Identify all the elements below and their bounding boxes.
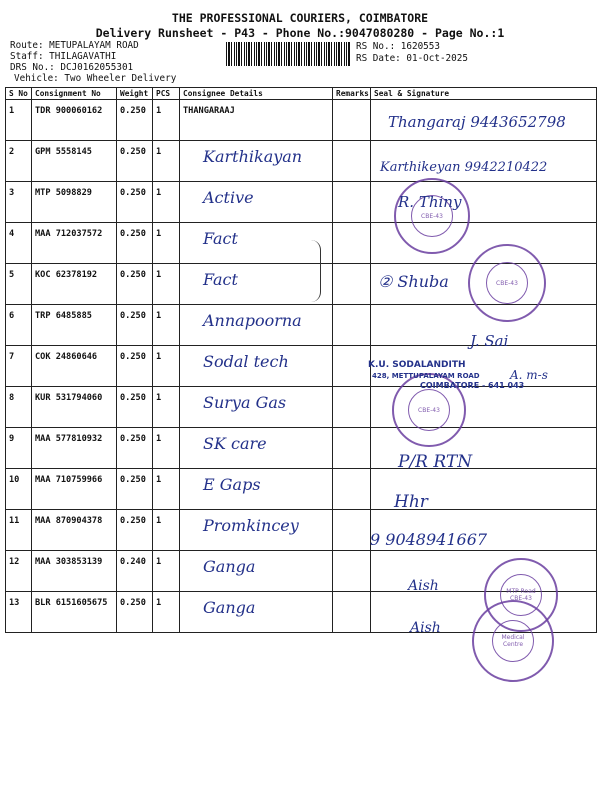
consignment-cell: MAA 712037572: [32, 223, 117, 264]
consignment-cell: BLR 6151605675: [32, 592, 117, 633]
pcs-cell: 1: [153, 551, 180, 592]
consignment-cell: MAA 577810932: [32, 428, 117, 469]
weight-cell: 0.250: [117, 264, 153, 305]
handwritten-signature: Karthikeyan 9942210422: [380, 160, 548, 175]
remarks-cell: [333, 182, 371, 223]
remarks-cell: [333, 387, 371, 428]
consignment-cell: MAA 710759966: [32, 469, 117, 510]
pcs-cell: 1: [153, 428, 180, 469]
column-header: Remarks: [333, 88, 371, 100]
sno-cell: 8: [6, 387, 32, 428]
sno-cell: 11: [6, 510, 32, 551]
handwritten-signature: P/R RTN: [398, 452, 473, 472]
table-row: [6, 428, 597, 469]
consignee-name: Fact: [203, 229, 238, 248]
consignment-cell: TRP 6485885: [32, 305, 117, 346]
consignee-cell: [180, 141, 333, 182]
row-brace: [310, 240, 321, 302]
sno-cell: 5: [6, 264, 32, 305]
weight-cell: 0.250: [117, 182, 153, 223]
signature-cell: [371, 551, 597, 592]
table-row: [6, 510, 597, 551]
pcs-cell: 1: [153, 100, 180, 141]
consignee-cell: [180, 510, 333, 551]
stamp-seal: MTP Road CBE-43: [484, 558, 558, 632]
table-header-row: [6, 88, 597, 100]
weight-cell: 0.240: [117, 551, 153, 592]
consignee-name: E Gaps: [203, 475, 261, 494]
weight-cell: 0.250: [117, 592, 153, 633]
handwritten-signature: Aish: [410, 620, 441, 636]
rs-date-label: RS Date: 01-Oct-2025: [356, 53, 468, 64]
weight-cell: 0.250: [117, 469, 153, 510]
route-label: Route: METUPALAYAM ROAD: [10, 40, 139, 51]
stamp-seal: CBE-43: [392, 373, 466, 447]
handwritten-signature: A. m-s: [510, 368, 548, 382]
consignee-cell: [180, 182, 333, 223]
sno-cell: 3: [6, 182, 32, 223]
consignee-name: Annapoorna: [203, 311, 302, 330]
consignee-cell: [180, 428, 333, 469]
weight-cell: 0.250: [117, 141, 153, 182]
consignment-cell: TDR 900060162: [32, 100, 117, 141]
consignee-cell: [180, 387, 333, 428]
pcs-cell: 1: [153, 182, 180, 223]
sno-cell: 1: [6, 100, 32, 141]
table-row: [6, 387, 597, 428]
remarks-cell: [333, 510, 371, 551]
sno-cell: 9: [6, 428, 32, 469]
handwritten-signature: Aish: [408, 578, 439, 594]
weight-cell: 0.250: [117, 346, 153, 387]
sno-cell: 2: [6, 141, 32, 182]
pcs-cell: 1: [153, 387, 180, 428]
remarks-cell: [333, 305, 371, 346]
drs-label: DRS No.: DCJ0162055301: [10, 62, 134, 73]
remarks-cell: [333, 264, 371, 305]
stamp-text: 428, METTUPALAYAM ROAD: [372, 372, 480, 380]
consignment-cell: COK 24860646: [32, 346, 117, 387]
consignee-name: Fact: [203, 270, 238, 289]
sno-cell: 10: [6, 469, 32, 510]
pcs-cell: 1: [153, 305, 180, 346]
remarks-cell: [333, 346, 371, 387]
sno-cell: 12: [6, 551, 32, 592]
stamp-seal: Medical Centre: [472, 600, 554, 682]
pcs-cell: 1: [153, 592, 180, 633]
remarks-cell: [333, 141, 371, 182]
stamp-text: K.U. SODALANDITH: [368, 360, 466, 370]
sno-cell: 6: [6, 305, 32, 346]
stamp-text: COIMBATORE - 641 043: [420, 381, 525, 390]
table-row: [6, 469, 597, 510]
column-header: PCS: [153, 88, 180, 100]
remarks-cell: [333, 551, 371, 592]
handwritten-signature: Hhr: [394, 492, 428, 512]
consignment-cell: MAA 870904378: [32, 510, 117, 551]
weight-cell: 0.250: [117, 510, 153, 551]
stamp-seal: CBE-43: [394, 178, 470, 254]
company-title: THE PROFESSIONAL COURIERS, COIMBATORE: [171, 11, 429, 25]
consignee-cell: [180, 469, 333, 510]
weight-cell: 0.250: [117, 100, 153, 141]
consignment-cell: KOC 62378192: [32, 264, 117, 305]
pcs-cell: 1: [153, 141, 180, 182]
handwritten-signature: 9 9048941667: [370, 530, 488, 549]
staff-label: Staff: THILAGAVATHI: [10, 51, 117, 62]
consignee-cell: [180, 346, 333, 387]
consignee-name: THANGARAAJ: [183, 106, 235, 116]
remarks-cell: [333, 223, 371, 264]
barcode: [226, 42, 350, 66]
table-row: [6, 182, 597, 223]
column-header: S No: [6, 88, 32, 100]
sno-cell: 13: [6, 592, 32, 633]
consignee-name: Sodal tech: [203, 352, 289, 371]
consignee-name: Ganga: [203, 557, 256, 576]
sno-cell: 7: [6, 346, 32, 387]
weight-cell: 0.250: [117, 387, 153, 428]
column-header: Consignment No: [32, 88, 117, 100]
consignment-cell: MTP 5098829: [32, 182, 117, 223]
pcs-cell: 1: [153, 469, 180, 510]
pcs-cell: 1: [153, 346, 180, 387]
pcs-cell: 1: [153, 510, 180, 551]
consignee-name: Karthikayan: [203, 147, 303, 166]
column-header: Consignee Details: [180, 88, 333, 100]
handwritten-signature: Thangaraj 9443652798: [388, 113, 566, 131]
vehicle-label: Vehicle: Two Wheeler Delivery: [14, 73, 177, 84]
consignee-cell: [180, 305, 333, 346]
consignee-name: Surya Gas: [203, 393, 287, 412]
handwritten-signature: ② Shuba: [378, 272, 449, 291]
consignment-cell: MAA 303853139: [32, 551, 117, 592]
sno-cell: 4: [6, 223, 32, 264]
consignee-name: Ganga: [203, 598, 256, 617]
weight-cell: 0.250: [117, 305, 153, 346]
consignee-name: SK care: [203, 434, 267, 453]
consignee-name: Active: [203, 188, 254, 207]
pcs-cell: 1: [153, 223, 180, 264]
runsheet-subtitle: Delivery Runsheet - P43 - Phone No.:9047080280 - Page No.:1: [95, 26, 505, 40]
weight-cell: 0.250: [117, 428, 153, 469]
consignment-cell: KUR 531794060: [32, 387, 117, 428]
consignee-cell: [180, 551, 333, 592]
handwritten-signature: J. Sai: [470, 332, 509, 350]
handwritten-signature: R. Thiny: [398, 193, 462, 211]
consignee-name: Promkincey: [203, 516, 299, 535]
rs-no-label: RS No.: 1620553: [356, 41, 440, 52]
remarks-cell: [333, 592, 371, 633]
remarks-cell: [333, 428, 371, 469]
column-header: Seal & Signature: [371, 88, 597, 100]
weight-cell: 0.250: [117, 223, 153, 264]
remarks-cell: [333, 100, 371, 141]
consignment-cell: GPM 5558145: [32, 141, 117, 182]
remarks-cell: [333, 469, 371, 510]
consignee-cell: [180, 100, 333, 141]
pcs-cell: 1: [153, 264, 180, 305]
column-header: Weight: [117, 88, 153, 100]
consignee-cell: [180, 592, 333, 633]
stamp-seal: CBE-43: [468, 244, 546, 322]
